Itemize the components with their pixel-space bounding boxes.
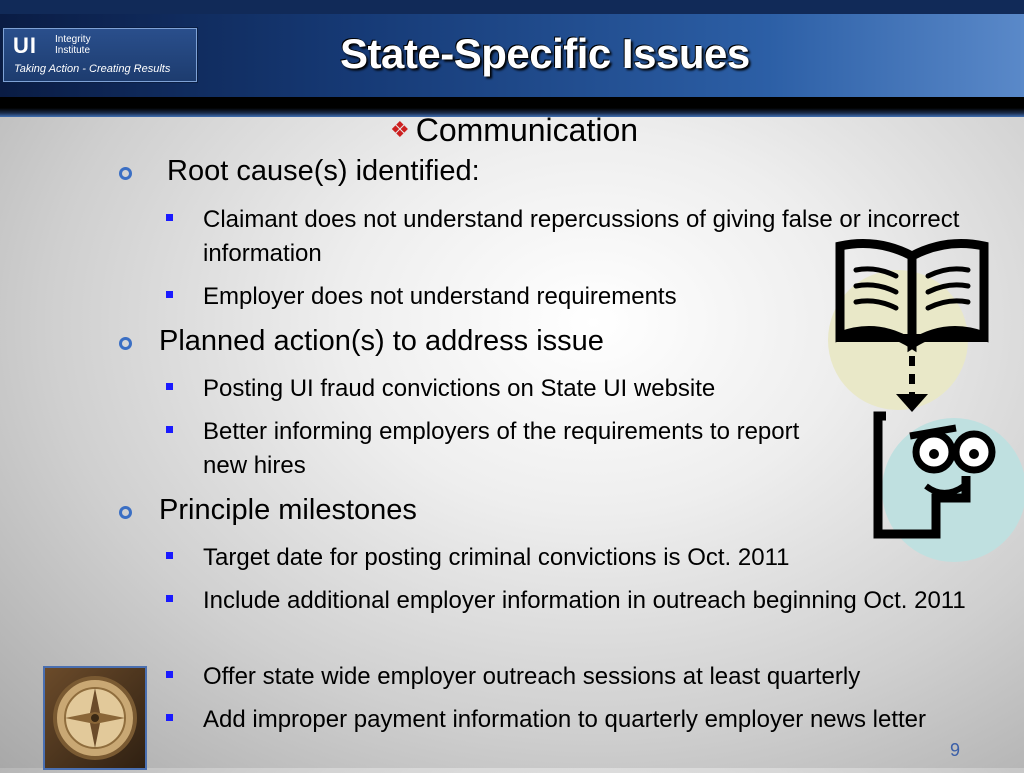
bullet-text: Offer state wide employer outreach sessions at least quarterly bbox=[203, 663, 861, 690]
square-bullet-icon bbox=[166, 595, 173, 602]
square-bullet-icon bbox=[166, 291, 173, 298]
page-number: 9 bbox=[950, 740, 961, 760]
bullet-item bbox=[203, 584, 993, 618]
circle-bullet-icon bbox=[119, 506, 132, 519]
logo-name bbox=[55, 34, 91, 56]
logo-name-line1: Integrity bbox=[55, 34, 91, 45]
square-bullet-icon bbox=[166, 714, 173, 721]
section-heading-text: Planned action(s) to address issue bbox=[159, 325, 604, 357]
header-topline bbox=[0, 0, 1024, 14]
integrity-institute-logo bbox=[3, 28, 197, 82]
square-bullet-icon bbox=[166, 671, 173, 678]
square-bullet-icon bbox=[166, 552, 173, 559]
subheading-text: Communication bbox=[415, 112, 639, 148]
section-heading-planned-action bbox=[159, 325, 604, 358]
bullet-text: Add improper payment information to quarterly employer news letter bbox=[203, 706, 926, 733]
bullet-text: Posting UI fraud convictions on State UI website bbox=[203, 375, 716, 402]
diamond-bullet-icon: ❖ bbox=[390, 117, 410, 142]
slide-title: State-Specific Issues bbox=[340, 30, 750, 77]
square-bullet-icon bbox=[166, 383, 173, 390]
bullet-item bbox=[203, 660, 993, 694]
square-bullet-icon bbox=[166, 426, 173, 433]
bullet-text: Claimant does not understand repercussions of giving false or incorrect information bbox=[203, 206, 960, 267]
circle-bullet-icon bbox=[119, 167, 132, 180]
bullet-text: Better informing employers of the requirements to report new hires bbox=[203, 418, 800, 479]
logo-mark: UI bbox=[13, 33, 37, 58]
square-bullet-icon bbox=[166, 214, 173, 221]
bullet-text: Include additional employer information in outreach beginning Oct. 2011 bbox=[203, 587, 966, 614]
logo-tagline: Taking Action - Creating Results bbox=[14, 63, 171, 75]
bullet-item bbox=[203, 415, 803, 483]
section-heading-text: Principle milestones bbox=[159, 494, 417, 526]
section-heading-milestones bbox=[159, 494, 417, 527]
logo-name-line2: Institute bbox=[55, 45, 91, 56]
section-heading-text: Root cause(s) identified: bbox=[167, 155, 480, 187]
circle-bullet-icon bbox=[119, 337, 132, 350]
bullet-text: Target date for posting criminal convictions is Oct. 2011 bbox=[203, 544, 790, 571]
compass-seal-icon bbox=[45, 668, 145, 768]
section-heading-root-cause bbox=[167, 155, 480, 188]
subheading bbox=[390, 112, 638, 149]
slide-header bbox=[0, 0, 1024, 100]
bullet-text: Employer does not understand requirements bbox=[203, 283, 677, 310]
bullet-item bbox=[203, 703, 993, 737]
open-book-reader-icon bbox=[826, 236, 1024, 566]
